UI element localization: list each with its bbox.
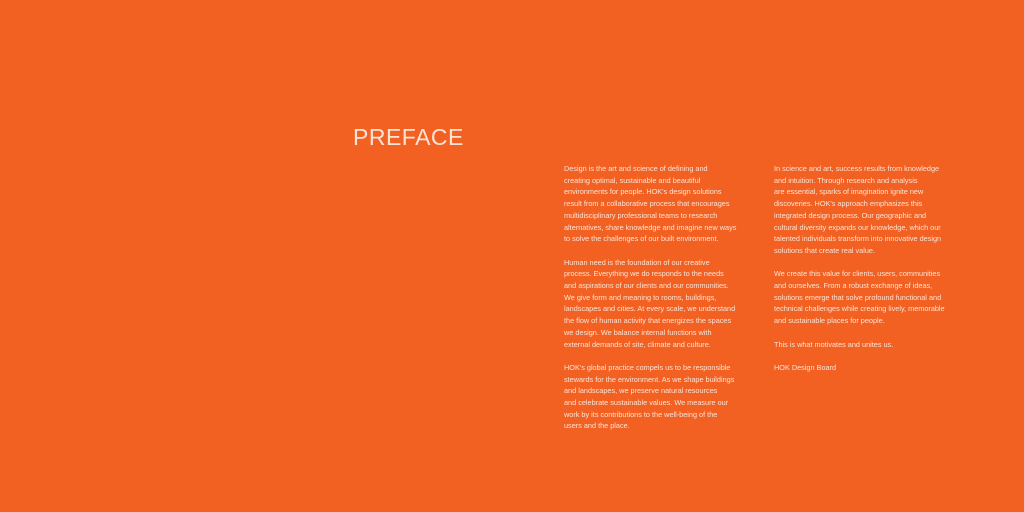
text-line: technical challenges while creating lively, memorable: [774, 304, 945, 314]
text-line: and sustainable places for people.: [774, 316, 885, 326]
text-line: the flow of human activity that energizes the spaces: [564, 316, 732, 326]
text-line: solutions emerge that solve profound functional and: [774, 292, 942, 302]
left-text-column: [564, 163, 762, 444]
right-column-paragraph: [774, 339, 972, 351]
text-line: we design. We balance internal functions with: [564, 327, 712, 337]
text-line: stewards for the environment. As we shape buildings: [564, 374, 735, 384]
text-line: users and the place.: [564, 421, 630, 431]
text-line: In science and art, success results from knowledge: [774, 164, 940, 173]
text-line: solutions that create real value.: [774, 245, 875, 255]
left-column-paragraph: [564, 257, 762, 351]
text-line: and intuition. Through research and analysis: [774, 175, 918, 185]
text-line: landscapes and cities. At every scale, we understand: [564, 304, 736, 314]
text-line: alternatives, share knowledge and imagine new ways: [564, 222, 737, 232]
text-line: Human need is the foundation of our creative: [564, 257, 710, 267]
left-column-paragraph: [564, 163, 762, 245]
text-line: HOK's global practice compels us to be responsible: [564, 362, 731, 372]
text-line: We give form and meaning to rooms, buildings,: [564, 292, 717, 302]
right-column-paragraph: [774, 268, 972, 327]
text-line: and ourselves. From a robust exchange of ideas,: [774, 281, 933, 291]
text-line: to solve the challenges of our built environment.: [564, 234, 719, 244]
text-line: and celebrate sustainable values. We measure our: [564, 398, 729, 408]
text-line: creating optimal, sustainable and beautiful: [564, 175, 701, 185]
text-line: and landscapes, we preserve natural resources: [564, 386, 718, 396]
text-line: integrated design process. Our geographic and: [774, 210, 927, 220]
text-line: This is what motivates and unites us.: [774, 339, 894, 349]
text-line: cultural diversity expands our knowledge, which our: [774, 222, 941, 232]
text-line: and aspirations of our clients and our communities.: [564, 281, 729, 291]
text-line: talented individuals transform into innovative design: [774, 234, 942, 244]
text-line: external demands of site, climate and culture.: [564, 339, 711, 349]
right-column-paragraph: [774, 163, 972, 257]
text-line: work by its contributions to the well-being of the: [564, 409, 718, 419]
text-line: result from a collaborative process that encourages: [564, 199, 730, 209]
text-line: discoveries. HOK's approach emphasizes this: [774, 199, 923, 209]
text-line: We create this value for clients, users, communities: [774, 269, 941, 279]
text-line: environments for people. HOK's design solutions: [564, 187, 722, 197]
text-line: HOK Design Board: [774, 362, 837, 372]
text-line: process. Everything we do responds to the needs: [564, 269, 724, 279]
text-line: Design is the art and science of defining and: [564, 164, 708, 173]
right-column-paragraph: [774, 362, 972, 374]
text-line: multidisciplinary professional teams to research: [564, 210, 718, 220]
left-column-paragraph: [564, 362, 762, 432]
right-text-column: [774, 163, 972, 385]
page-title: PREFACE: [353, 124, 464, 150]
text-line: are essential, sparks of imagination ignite new: [774, 187, 924, 197]
